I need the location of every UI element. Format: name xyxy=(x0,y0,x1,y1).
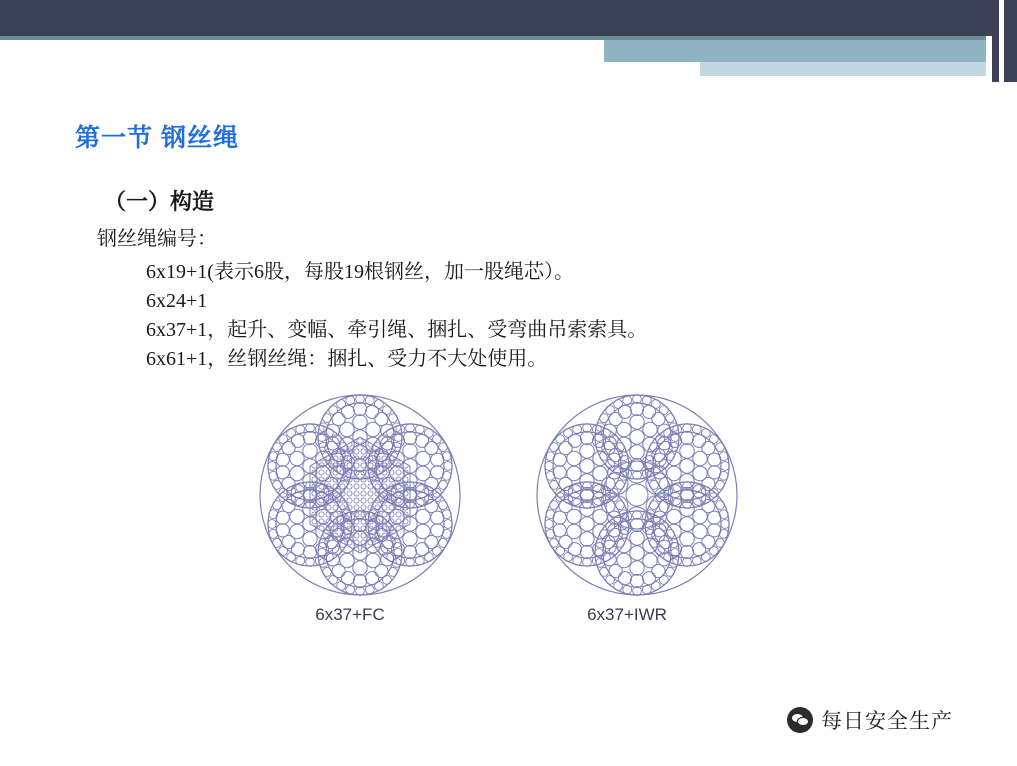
body-line: 6x19+1(表示6股，每股19根钢丝，加一股绳芯）。 xyxy=(146,261,574,283)
top-decoration-band xyxy=(0,0,1017,36)
lead-line: 钢丝绳编号： xyxy=(97,228,217,250)
rope-left-6x37-fc xyxy=(260,395,460,596)
footer-logo-text: 每日安全生产 xyxy=(821,709,953,733)
top-right-dark-edge xyxy=(992,0,1017,82)
rope-left-caption: 6x37+FC xyxy=(315,605,385,624)
top-right-light-block xyxy=(700,62,1017,76)
subsection-title: （一）构造 xyxy=(104,189,215,214)
body-list xyxy=(146,258,647,374)
wechat-icon xyxy=(787,707,813,733)
footer-logo xyxy=(787,705,953,735)
rope-cross-section-svg xyxy=(255,392,755,632)
wire-rope-diagrams xyxy=(255,392,755,632)
top-right-edge-gap xyxy=(999,0,1004,82)
rope-right-caption: 6x37+IWR xyxy=(587,605,667,624)
top-right-teal-block xyxy=(604,40,1017,62)
rope-right-6x37-iwr xyxy=(537,395,737,596)
section-title: 第一节 钢丝绳 xyxy=(75,124,239,152)
body-line: 6x37+1，起升、变幅、牵引绳、捆扎、受弯曲吊索索具。 xyxy=(146,319,648,341)
body-line: 6x61+1，丝钢丝绳：捆扎、受力不大处使用。 xyxy=(146,348,548,370)
body-line: 6x24+1 xyxy=(146,290,208,312)
